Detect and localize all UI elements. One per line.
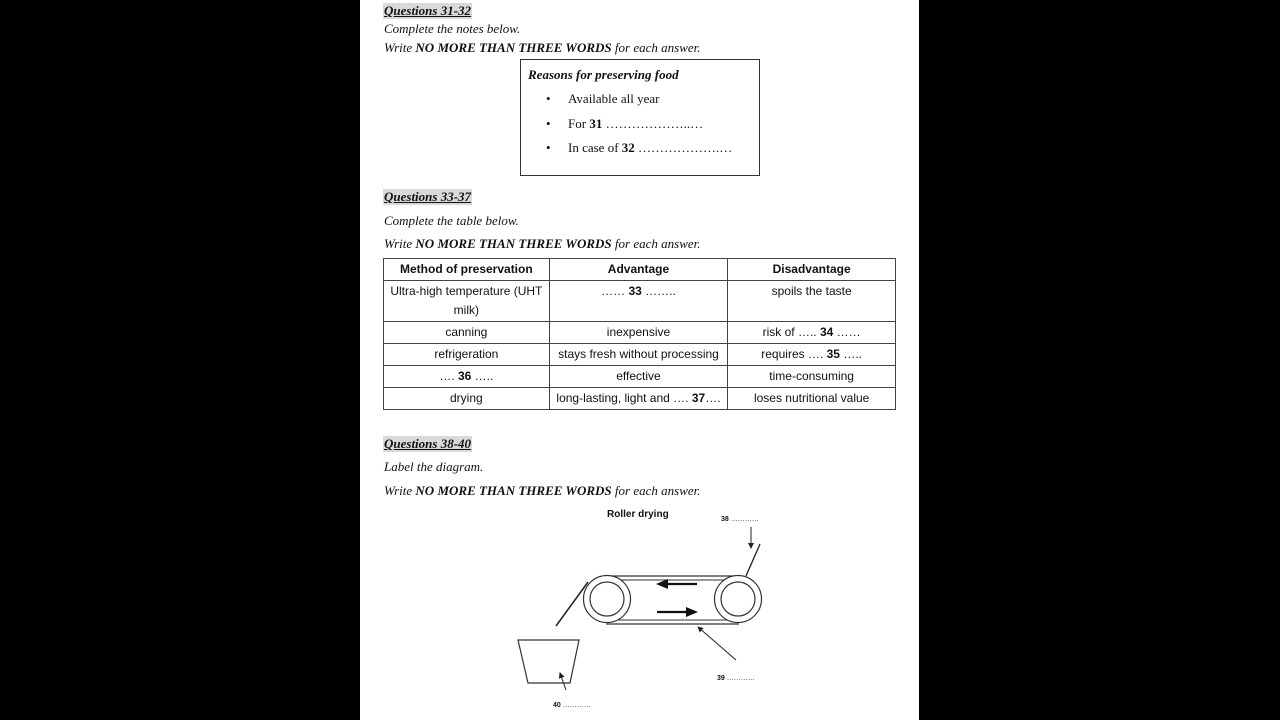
pointer-39-arrow <box>698 627 736 660</box>
instruction-complete-table: Complete the table below. <box>384 213 519 228</box>
cell-method: canning <box>384 322 550 344</box>
roller-drying-diagram <box>360 0 919 720</box>
instruction-word-limit-2: Write NO MORE THAN THREE WORDS for each answer. <box>384 236 701 251</box>
diagram-label-38: 38 ………… <box>721 516 759 523</box>
notes-title: Reasons for preserving food <box>528 67 679 82</box>
questions-38-40-heading: Questions 38-40 <box>384 436 472 451</box>
cell-disadvantage: spoils the taste <box>728 281 896 322</box>
cell-advantage: …… 33 …….. <box>549 281 728 322</box>
cell-disadvantage: risk of ….. 34 …… <box>728 322 896 344</box>
questions-31-32-heading: Questions 31-32 <box>384 3 472 18</box>
left-scraper-blade <box>556 582 588 626</box>
right-roller <box>715 576 762 623</box>
instruction-word-limit-3: Write NO MORE THAN THREE WORDS for each answer. <box>384 483 701 498</box>
cell-advantage: stays fresh without processing <box>549 344 728 366</box>
cell-advantage: effective <box>549 366 728 388</box>
diagram-label-40: 40 ………… <box>553 702 591 709</box>
cell-advantage: long-lasting, light and …. 37…. <box>549 388 728 410</box>
note-bullet-2: • For 31 ………………..… <box>546 116 704 131</box>
direction-arrow-right <box>657 607 698 617</box>
collection-container <box>518 640 579 683</box>
header-advantage: Advantage <box>549 259 728 281</box>
right-scraper-blade <box>746 544 760 576</box>
header-disadvantage: Disadvantage <box>728 259 896 281</box>
cell-disadvantage: loses nutritional value <box>728 388 896 410</box>
cell-method: …. 36 ….. <box>384 366 550 388</box>
cell-method: Ultra-high temperature (UHT milk) <box>384 281 550 322</box>
diagram-title: Roller drying <box>607 509 669 520</box>
cell-method: refrigeration <box>384 344 550 366</box>
cell-method: drying <box>384 388 550 410</box>
note-bullet-3: • In case of 32 ……………….… <box>546 140 733 155</box>
header-method: Method of preservation <box>384 259 550 281</box>
cell-advantage: inexpensive <box>549 322 728 344</box>
instruction-word-limit-1: Write NO MORE THAN THREE WORDS for each answer. <box>384 40 701 55</box>
cell-disadvantage: requires …. 35 ….. <box>728 344 896 366</box>
instruction-complete-notes: Complete the notes below. <box>384 21 521 36</box>
diagram-label-39: 39 ………… <box>717 675 755 682</box>
note-bullet-1: • Available all year <box>546 91 660 106</box>
questions-33-37-heading: Questions 33-37 <box>384 189 472 204</box>
left-roller <box>584 576 631 623</box>
worksheet-page <box>360 0 919 720</box>
cell-disadvantage: time-consuming <box>728 366 896 388</box>
instruction-label-diagram: Label the diagram. <box>384 459 484 474</box>
